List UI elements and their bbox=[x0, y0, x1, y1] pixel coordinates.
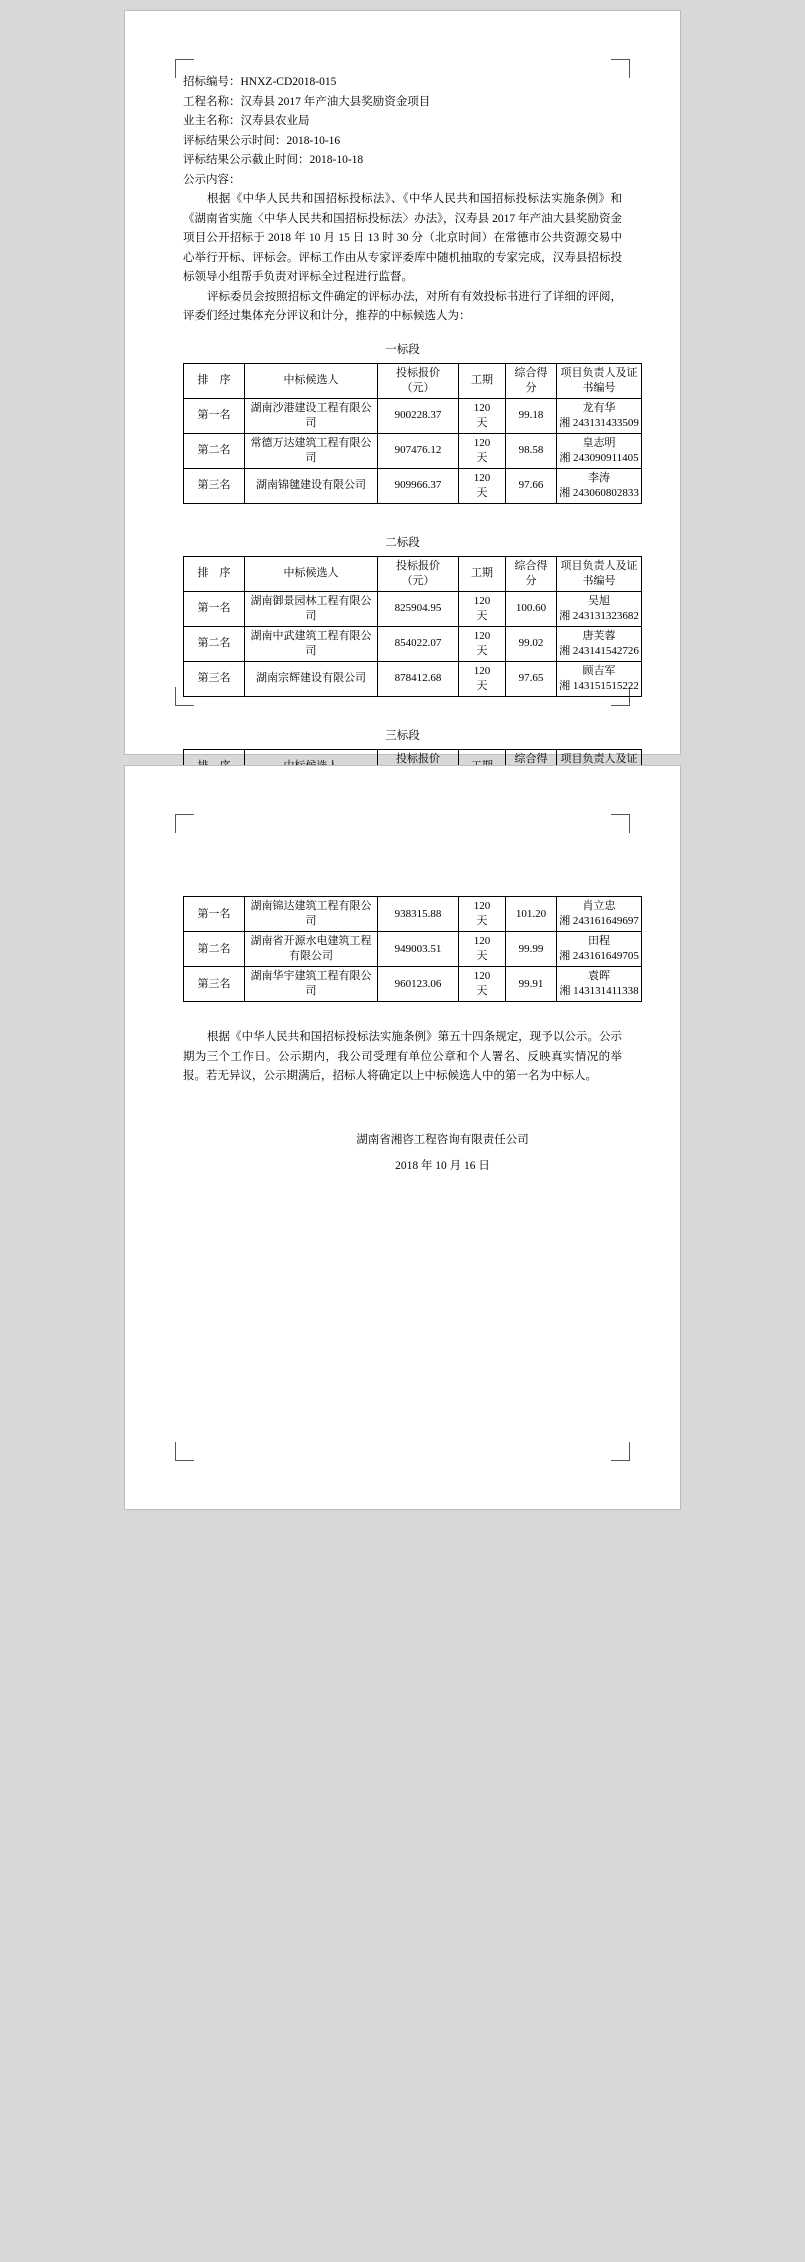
table-row bbox=[184, 468, 642, 503]
cell-duration bbox=[459, 433, 506, 468]
cell-cert-person: 吴旭 bbox=[588, 594, 610, 607]
table-row bbox=[184, 661, 642, 696]
table-row bbox=[184, 398, 642, 433]
bid-table-lot-2 bbox=[183, 556, 642, 697]
cell-score: 98.58 bbox=[506, 433, 557, 468]
cell-score: 99.18 bbox=[506, 398, 557, 433]
cell-cert-person: 皇志明 bbox=[582, 436, 616, 449]
meta-content-label: 公示内容： bbox=[183, 173, 241, 186]
table-row bbox=[184, 626, 642, 661]
meta-publish-time: 评标结果公示时间：2018-10-16 bbox=[183, 134, 341, 147]
table-row bbox=[184, 433, 642, 468]
cell-price: 907476.12 bbox=[378, 433, 459, 468]
table-row bbox=[184, 967, 642, 1002]
cell-cert-number: 湘 243141542726 bbox=[559, 644, 639, 657]
page-1-content bbox=[183, 73, 639, 785]
header-cert-line1: 项目负责人及证 bbox=[560, 366, 638, 379]
cell-cert-number: 湘 243131433509 bbox=[559, 416, 639, 429]
cell-cert-number: 湘 243131323682 bbox=[559, 609, 639, 622]
cell-score: 99.91 bbox=[506, 967, 557, 1002]
cell-cert-person: 顾吉军 bbox=[582, 664, 616, 677]
cell-score: 101.20 bbox=[506, 897, 557, 932]
page-2-content bbox=[183, 896, 639, 1179]
cell-cert bbox=[557, 398, 642, 433]
header-price bbox=[378, 363, 459, 398]
cell-cert bbox=[557, 661, 642, 696]
cell-price: 878412.68 bbox=[378, 661, 459, 696]
cell-cert-number: 湘 143151515222 bbox=[559, 679, 639, 692]
header-score bbox=[506, 363, 557, 398]
cell-duration-value: 120 bbox=[473, 935, 491, 947]
cell-duration-unit: 天 bbox=[476, 644, 488, 657]
header-score-line2: 分 bbox=[525, 574, 537, 587]
cell-price: 938315.88 bbox=[378, 897, 459, 932]
cell-candidate: 湖南中武建筑工程有限公司 bbox=[245, 626, 378, 661]
header-duration: 工期 bbox=[459, 556, 506, 591]
cell-score: 100.60 bbox=[506, 591, 557, 626]
cell-price: 825904.95 bbox=[378, 591, 459, 626]
bid-table-lot-3-continued bbox=[183, 896, 642, 1002]
header-cert bbox=[557, 556, 642, 591]
table-row bbox=[184, 591, 642, 626]
header-cert bbox=[557, 363, 642, 398]
cell-rank: 第一名 bbox=[184, 398, 245, 433]
cell-duration-unit: 天 bbox=[476, 416, 488, 429]
cell-cert-number: 湘 243090911405 bbox=[559, 451, 639, 464]
cell-candidate: 常德万达建筑工程有限公司 bbox=[245, 433, 378, 468]
crop-mark-top-right bbox=[611, 814, 630, 833]
cell-rank: 第二名 bbox=[184, 932, 245, 967]
cell-candidate: 湖南华宇建筑工程有限公司 bbox=[245, 967, 378, 1002]
table-row bbox=[184, 932, 642, 967]
cell-duration-unit: 天 bbox=[476, 451, 488, 464]
cell-rank: 第二名 bbox=[184, 626, 245, 661]
header-cert-line1: 项目负责人及证 bbox=[560, 752, 638, 765]
cell-rank: 第一名 bbox=[184, 897, 245, 932]
document-page-1 bbox=[124, 10, 681, 765]
cell-duration-value: 120 bbox=[473, 900, 491, 912]
header-score-line1: 综合得 bbox=[514, 366, 548, 379]
cell-candidate: 湖南沙港建设工程有限公司 bbox=[245, 398, 378, 433]
cell-rank: 第三名 bbox=[184, 967, 245, 1002]
cell-score: 99.02 bbox=[506, 626, 557, 661]
cell-rank: 第一名 bbox=[184, 591, 245, 626]
header-candidate: 中标候选人 bbox=[245, 556, 378, 591]
header-price bbox=[378, 556, 459, 591]
bid-table-lot-1 bbox=[183, 363, 642, 504]
meta-bid-number: 招标编号：HNXZ-CD2018-015 bbox=[183, 76, 337, 88]
table-row bbox=[184, 897, 642, 932]
cell-duration bbox=[459, 468, 506, 503]
header-cert-line2: 书编号 bbox=[582, 381, 616, 394]
table-header-row bbox=[184, 556, 642, 591]
cell-cert-person: 田程 bbox=[588, 935, 610, 947]
header-price-line1: 投标报价 bbox=[396, 752, 440, 765]
cell-candidate: 湖南御景园林工程有限公司 bbox=[245, 591, 378, 626]
cell-rank: 第三名 bbox=[184, 468, 245, 503]
header-candidate: 中标候选人 bbox=[245, 363, 378, 398]
cell-duration-value: 120 bbox=[473, 594, 491, 607]
meta-publish-deadline: 评标结果公示截止时间：2018-10-18 bbox=[183, 154, 364, 166]
cell-duration-value: 120 bbox=[473, 970, 491, 982]
section-title-lot-2: 二标段 bbox=[385, 536, 420, 549]
header-score bbox=[506, 556, 557, 591]
crop-mark-bottom-right bbox=[611, 1442, 630, 1461]
cell-duration bbox=[459, 626, 506, 661]
cell-rank: 第三名 bbox=[184, 661, 245, 696]
cell-duration-unit: 天 bbox=[476, 985, 488, 997]
cell-duration-unit: 天 bbox=[476, 486, 488, 499]
header-cert-line1: 项目负责人及证 bbox=[560, 559, 638, 572]
signature-block bbox=[183, 1127, 622, 1179]
cell-cert-number: 湘 143131411338 bbox=[559, 985, 639, 997]
cell-candidate: 湖南锦毽建设有限公司 bbox=[245, 468, 378, 503]
cell-candidate: 湖南锦达建筑工程有限公司 bbox=[245, 897, 378, 932]
cell-cert-person: 袁晖 bbox=[588, 970, 610, 982]
cell-price: 900228.37 bbox=[378, 398, 459, 433]
cell-price: 960123.06 bbox=[378, 967, 459, 1002]
header-score-line2: 分 bbox=[525, 381, 537, 394]
paragraph-legal-basis: 根据《中华人民共和国招标投标法》、《中华人民共和国招标投标法实施条例》和《湖南省实施〈中华人民共和国招标投标法〉办法》，汉寿县 2017 年产油大县奖励资金项目公开招标于 2018 年 10 月 15 日 13 时 30 分（北京时间）在常德市公共资源交易中心举行开标、评标会。评标工作由从专家评委库中随机抽取的专家完成，汉寿县招标投标领导小组帮手负责对评标全过程进行监督。 bbox=[183, 193, 622, 283]
cell-score: 97.66 bbox=[506, 468, 557, 503]
cell-duration bbox=[459, 932, 506, 967]
cell-cert-number: 湘 243161649705 bbox=[559, 950, 639, 962]
meta-owner-name: 业主名称：汉寿县农业局 bbox=[183, 115, 310, 127]
cell-duration-unit: 天 bbox=[476, 679, 488, 692]
cell-duration-value: 120 bbox=[473, 471, 491, 484]
cell-cert bbox=[557, 932, 642, 967]
header-score-line1: 综合得 bbox=[514, 752, 548, 765]
header-duration: 工期 bbox=[459, 363, 506, 398]
cell-cert bbox=[557, 591, 642, 626]
cell-cert-number: 湘 243060802833 bbox=[559, 486, 639, 499]
header-price-line1: 投标报价 bbox=[396, 366, 440, 379]
section-title-lot-3: 三标段 bbox=[385, 729, 420, 742]
crop-mark-top-left bbox=[175, 814, 194, 833]
cell-duration-value: 120 bbox=[473, 629, 491, 642]
paragraph-evaluation: 评标委员会按照招标文件确定的评标办法，对所有有效投标书进行了详细的评阅，评委们经过集体充分评议和计分，推荐的中标候选人为： bbox=[183, 290, 622, 322]
cell-cert-number: 湘 243161649697 bbox=[559, 915, 639, 927]
cell-score: 97.65 bbox=[506, 661, 557, 696]
cell-duration bbox=[459, 897, 506, 932]
cell-duration bbox=[459, 967, 506, 1002]
cell-duration bbox=[459, 661, 506, 696]
cell-cert-person: 龙有华 bbox=[582, 401, 616, 414]
paragraph-closing: 根据《中华人民共和国招标投标法实施条例》第五十四条规定，现予以公示。公示期为三个工作日。公示期内，我公司受理有单位公章和个人署名、反映真实情况的举报。若无异议，公示期满后，招标人将确定以上中标候选人中的第一名为中标人。 bbox=[183, 1031, 622, 1082]
cell-duration bbox=[459, 398, 506, 433]
header-cert-line2: 书编号 bbox=[582, 574, 616, 587]
crop-mark-bottom-left bbox=[175, 1442, 194, 1461]
cell-candidate: 湖南省开源水电建筑工程有限公司 bbox=[245, 932, 378, 967]
header-score-line1: 综合得 bbox=[514, 559, 548, 572]
header-price-line2: （元） bbox=[401, 381, 435, 394]
header-price-line1: 投标报价 bbox=[396, 559, 440, 572]
header-rank: 排 序 bbox=[184, 363, 245, 398]
cell-duration-value: 120 bbox=[473, 401, 491, 414]
document-page-2 bbox=[124, 765, 681, 1510]
cell-price: 909966.37 bbox=[378, 468, 459, 503]
header-rank: 排 序 bbox=[184, 556, 245, 591]
cell-price: 854022.07 bbox=[378, 626, 459, 661]
signature-company: 湖南省湘咨工程咨询有限责任公司 bbox=[356, 1133, 529, 1146]
cell-duration-unit: 天 bbox=[476, 950, 488, 962]
section-title-lot-1: 一标段 bbox=[385, 343, 420, 356]
cell-cert bbox=[557, 967, 642, 1002]
meta-project-name: 工程名称：汉寿县 2017 年产油大县奖励资金项目 bbox=[183, 95, 431, 108]
cell-cert bbox=[557, 433, 642, 468]
cell-duration-unit: 天 bbox=[476, 609, 488, 622]
cell-cert-person: 李涛 bbox=[588, 471, 610, 484]
cell-rank: 第二名 bbox=[184, 433, 245, 468]
cell-duration-value: 120 bbox=[473, 436, 491, 449]
cell-duration-value: 120 bbox=[473, 664, 491, 677]
cell-score: 99.99 bbox=[506, 932, 557, 967]
cell-duration bbox=[459, 591, 506, 626]
cell-cert bbox=[557, 626, 642, 661]
table-header-row bbox=[184, 363, 642, 398]
cell-cert-person: 唐芙蓉 bbox=[582, 629, 616, 642]
cell-duration-unit: 天 bbox=[476, 915, 488, 927]
cell-cert-person: 肖立忠 bbox=[582, 900, 616, 912]
cell-candidate: 湖南宗辉建设有限公司 bbox=[245, 661, 378, 696]
cell-cert bbox=[557, 897, 642, 932]
cell-cert bbox=[557, 468, 642, 503]
signature-date: 2018 年 10 月 16 日 bbox=[395, 1159, 490, 1172]
cell-price: 949003.51 bbox=[378, 932, 459, 967]
header-price-line2: （元） bbox=[401, 574, 435, 587]
